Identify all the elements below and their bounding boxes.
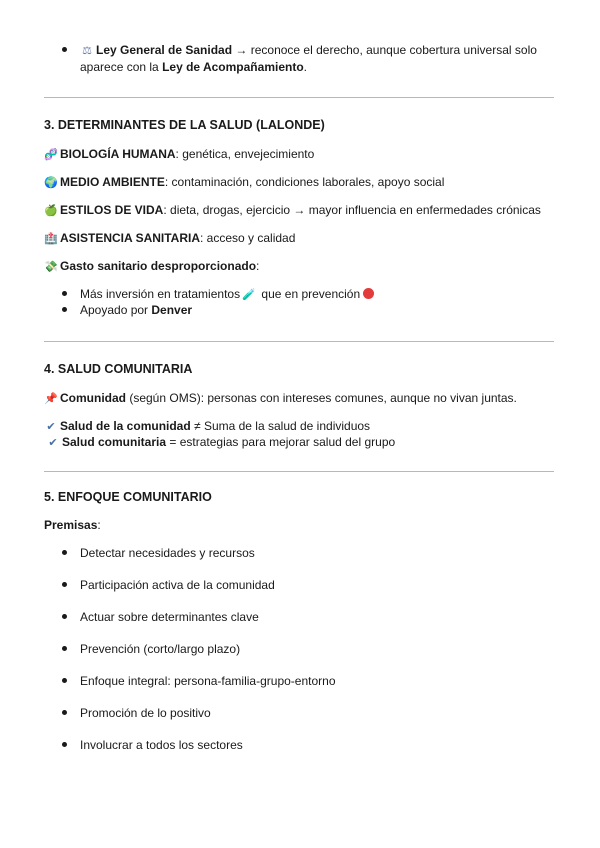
premisa-item: Actuar sobre determinantes clave [80,610,259,624]
bullet-dot [62,582,67,587]
intro-line-2 [80,59,307,75]
premisa-item: Involucrar a todos los sectores [80,738,243,752]
intro-line-1 [80,42,537,59]
item-bold: Gasto sanitario desproporcionado [60,259,257,273]
line-bold: Salud comunitaria [62,435,167,449]
premisas-bold: Premisas [44,518,98,532]
salud-comunitaria-line [46,434,395,451]
item-text: : contaminación, condiciones laborales, apoyo social [164,175,445,189]
item-text: : dieta, drogas, ejercicio → mayor influencia en enfermedades crónicas [163,203,541,217]
section-divider [44,341,554,342]
globe-icon: 🌍 [44,177,58,189]
determinant-item-medio-ambiente [44,174,444,191]
money-icon: 💸 [44,261,58,273]
premisas-colon: : [97,518,101,532]
dna-icon: 🧬 [44,149,58,161]
gasto-bullet-1 [80,286,374,303]
bullet-dot [62,307,67,312]
premisas-label [44,517,101,533]
bullet-dot [62,550,67,555]
check-mark-icon: ✔ [48,437,58,449]
bullet-dot [62,291,67,296]
bullet-text: Más inversión en tratamientos [80,287,241,301]
premisa-item: Prevención (corto/largo plazo) [80,642,241,656]
line-text: ≠ Suma de la salud de individuos [190,419,371,433]
test-tube-icon: 🧪 [242,289,256,301]
stop-sign-icon [363,288,374,299]
section-divider [44,97,554,98]
section-5-title: 5. ENFOQUE COMUNITARIO [44,490,212,504]
bullet-dot [62,47,67,52]
line-text: = estrategias para mejorar salud del grupo [166,435,396,449]
salud-comunidad-line [44,418,370,435]
bullet-text-2: que en prevención [258,287,361,301]
item-text: : genética, envejecimiento [175,147,315,161]
item-text: : acceso y calidad [200,231,296,245]
gasto-sanitario-heading [44,258,259,275]
premisa-item: Detectar necesidades y recursos [80,546,255,560]
check-mark-icon: ✔ [46,421,56,433]
bullet-dot [62,614,67,619]
line-bold: Salud de la comunidad [60,419,191,433]
determinant-item-estilos-vida [44,202,541,219]
premisa-item: Enfoque integral: persona-familia-grupo-entorno [80,674,336,688]
intro-bold-2: Ley de Acompañamiento [162,60,304,74]
definition-bold: Comunidad [60,391,126,405]
intro-text-3: . [303,60,307,74]
section-divider [44,471,554,472]
definition-text: (según OMS): personas con intereses comunes, aunque no vivan juntas. [126,391,517,405]
determinant-item-biologia [44,146,314,163]
premisa-item: Promoción de lo positivo [80,706,211,720]
item-text: : [256,259,260,273]
intro-text-2: aparece con la [80,60,163,74]
section-3-title: 3. DETERMINANTES DE LA SALUD (LALONDE) [44,118,325,132]
premisa-item: Participación activa de la comunidad [80,578,275,592]
bullet-text: Apoyado por [80,303,152,317]
bullet-dot [62,678,67,683]
pushpin-icon: 📌 [44,393,58,405]
item-bold: ESTILOS DE VIDA [60,203,164,217]
intro-bold-1: Ley General de Sanidad [96,43,233,57]
item-bold: BIOLOGÍA HUMANA [60,147,176,161]
determinant-item-asistencia [44,230,295,247]
bullet-bold: Denver [151,303,193,317]
bullet-dot [62,646,67,651]
item-bold: MEDIO AMBIENTE [60,175,165,189]
comunidad-definition [44,390,517,407]
section-4-title: 4. SALUD COMUNITARIA [44,362,193,376]
apple-icon: 🍏 [44,205,58,217]
gasto-bullet-2 [80,302,192,318]
intro-text-1: → reconoce el derecho, aunque cobertura universal solo [232,43,537,57]
bullet-dot [62,742,67,747]
hospital-icon: 🏥 [44,233,58,245]
scales-icon: ⚖ [82,45,92,57]
item-bold: ASISTENCIA SANITARIA [60,231,201,245]
bullet-dot [62,710,67,715]
